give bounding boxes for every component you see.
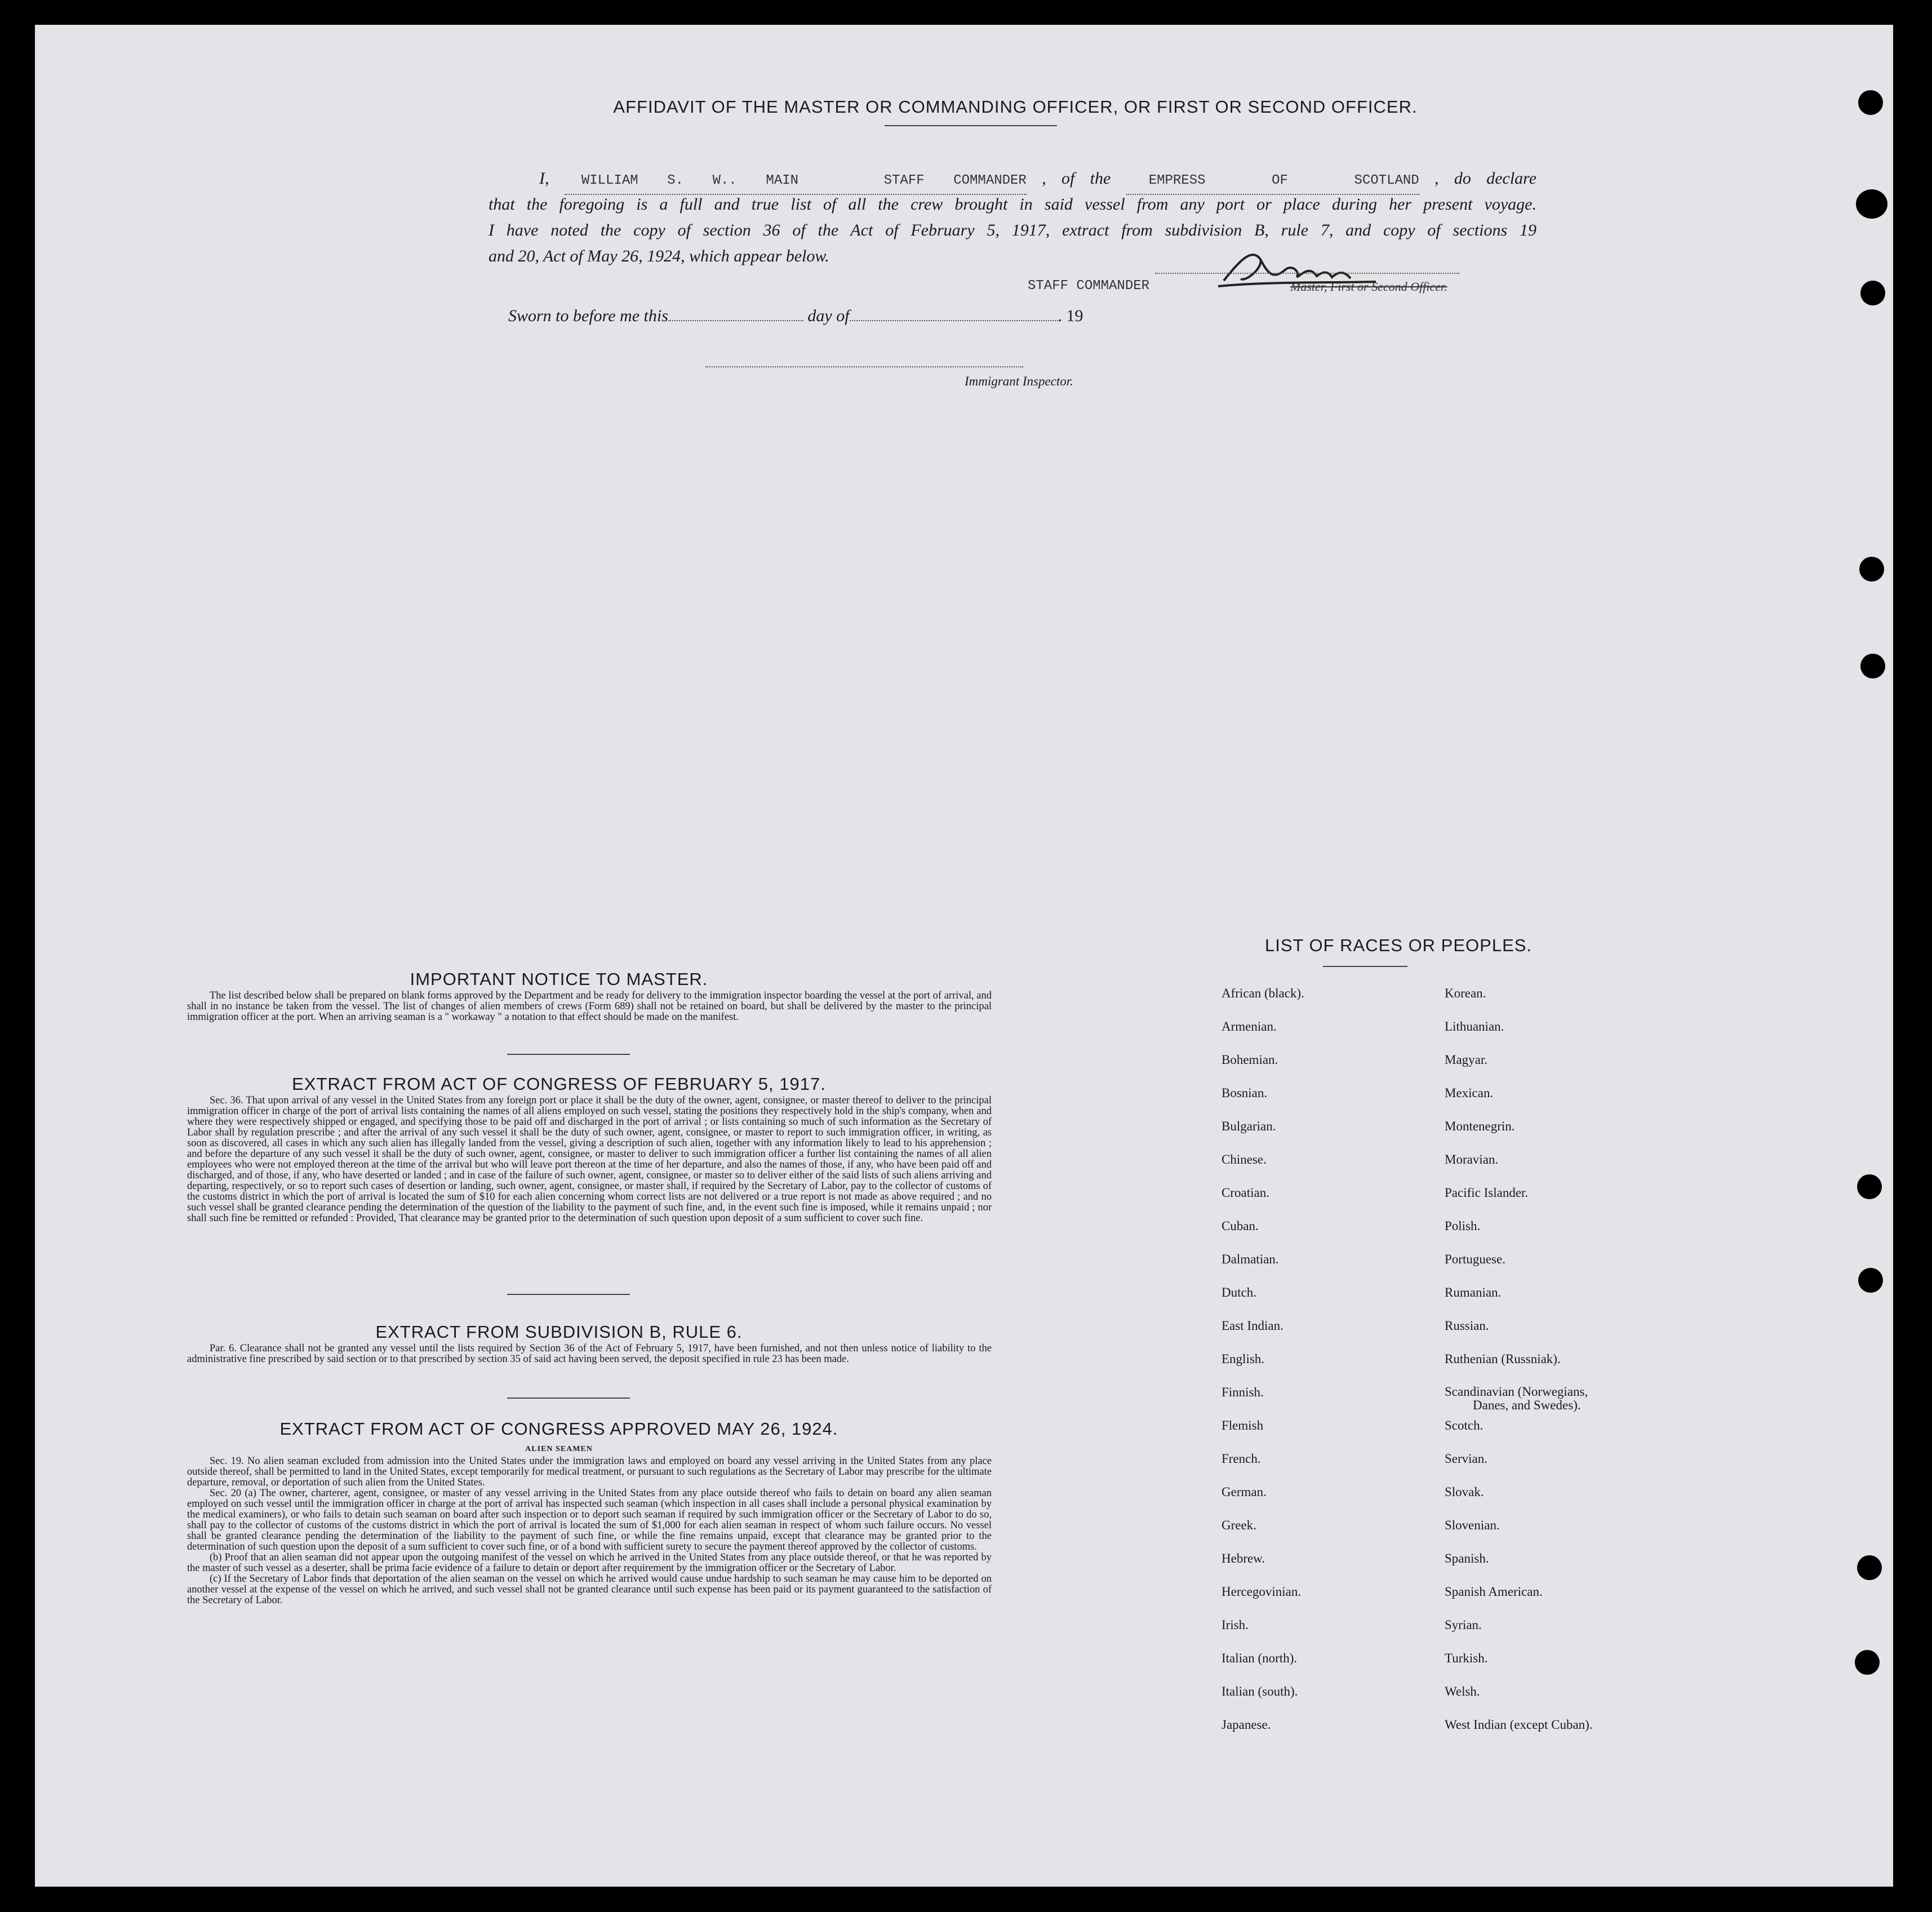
sworn-day-blank[interactable] [668, 320, 803, 321]
race-item: English. [1222, 1352, 1265, 1366]
extract-1917-text [187, 1095, 992, 1224]
race-item: Bohemian. [1222, 1053, 1278, 1067]
race-item: Flemish [1222, 1418, 1264, 1432]
notice-title: IMPORTANT NOTICE TO MASTER. [410, 969, 708, 989]
punch-hole [1860, 654, 1885, 678]
sworn-month-blank[interactable] [850, 320, 1058, 321]
races-title: LIST OF RACES OR PEOPLES. [1264, 935, 1533, 955]
race-item: Slovenian. [1445, 1518, 1500, 1532]
race-item: Lithuanian. [1445, 1019, 1504, 1033]
race-item: Montenegrin. [1445, 1119, 1515, 1133]
declaration-line-3: I have noted the copy of section 36 of the Act of February 5, 1917, extract from subdivision B, rule 7, and copy of sections 19 [488, 221, 1536, 239]
notice-text [187, 991, 992, 1023]
race-item: Slovak. [1445, 1485, 1484, 1499]
typed-signer-rank: STAFF COMMANDER [1028, 278, 1150, 294]
declaration-line-1 [488, 166, 1536, 195]
race-item: Pacific Islander. [1445, 1186, 1529, 1200]
race-item: Bosnian. [1222, 1086, 1268, 1100]
typed-name: WILLIAM S. W.. MAIN [581, 173, 799, 188]
signer-caption: Master, First or Second Officer. [1290, 280, 1447, 294]
do-declare-text: , do declare [1434, 169, 1537, 188]
race-item: Bulgarian. [1222, 1119, 1276, 1133]
inspector-caption: Immigrant Inspector. [965, 374, 1073, 388]
extract-1924-title: EXTRACT FROM ACT OF CONGRESS APPROVED MAY 26, 1924. [279, 1419, 838, 1439]
race-item: Croatian. [1222, 1186, 1269, 1200]
inspector-signature-line [705, 366, 1023, 367]
notice-divider [507, 1054, 630, 1055]
race-item: Welsh. [1445, 1684, 1480, 1698]
race-item-line: Scandinavian (Norwegians, [1445, 1385, 1588, 1399]
signature [1207, 237, 1393, 304]
race-item: Armenian. [1222, 1019, 1277, 1033]
race-item: Irish. [1222, 1618, 1249, 1632]
signature-line [1155, 273, 1459, 274]
race-item: Dalmatian. [1222, 1252, 1279, 1266]
race-item: Mexican. [1445, 1086, 1494, 1100]
race-item: Italian (north). [1222, 1651, 1298, 1665]
form-page [35, 25, 1893, 1887]
race-item [1445, 1385, 1681, 1418]
race-item: Korean. [1445, 986, 1486, 1000]
races-column-2 [1445, 986, 1681, 1751]
affidavit-title: AFFIDAVIT OF THE MASTER OR COMMANDING OFFICER, OR FIRST OR SECOND OFFICER. [613, 97, 1418, 117]
notice-paragraph: The list described below shall be prepared on blank forms approved by the Department and be ready for delivery to the immigration inspector boarding the vessel at the port of arrival, and shall in no instance be taken from the vessel. The list of changes of alien members of crews (Form 689) shall not be retained on board, but shall be delivered by the master to the principal immigration officer at the port. When an arriving seaman is a " workaway " a notation to that effect should be made on the manifest. [187, 990, 992, 1023]
extract-1917-divider [507, 1294, 630, 1295]
race-item-continuation: Danes, and Swedes). [1473, 1398, 1581, 1412]
par-6-paragraph: Par. 6. Clearance shall not be granted any vessel until the lists required by Section 36 of the Act of February 5, 1917, have been furnished, and not then unless notice of liability to the administrative fine prescribed by said section or to that prescribed by section 35 of said act having been served, the deposit specified in rule 23 has been made. [187, 1343, 992, 1365]
section-19-paragraph: Sec. 19. No alien seaman excluded from admission into the United States under the immigration laws and employed on board any vessel arriving in the United States from any place outside thereof, shall be permitted to land in the United States, except temporarily for medical treatment, or pursuant to such regulations as the Secretary of Labor may prescribe for the ultimate departure, removal, or deportation of such alien from the United States. [187, 1456, 992, 1488]
alien-seamen-subtitle: ALIEN SEAMEN [525, 1445, 593, 1453]
race-item: German. [1222, 1485, 1267, 1499]
punch-hole [1855, 1650, 1880, 1675]
race-item: Syrian. [1445, 1618, 1482, 1632]
typed-rank: STAFF COMMANDER [883, 173, 1027, 188]
race-item: African (black). [1222, 986, 1304, 1000]
extract-1924-text [187, 1456, 992, 1606]
race-item: Spanish. [1445, 1551, 1489, 1565]
typed-name-and-rank [565, 168, 1027, 195]
of-the-text: , of the [1042, 169, 1111, 188]
race-item: Moravian. [1445, 1152, 1499, 1166]
race-item: Finnish. [1222, 1385, 1264, 1399]
punch-hole [1857, 1555, 1882, 1580]
race-item: Magyar. [1445, 1053, 1488, 1067]
race-item: Italian (south). [1222, 1684, 1298, 1698]
sworn-prefix: Sworn to before me this [508, 307, 668, 325]
punch-hole [1859, 557, 1884, 582]
race-item: Scotch. [1445, 1418, 1484, 1432]
race-item: Dutch. [1222, 1285, 1256, 1299]
race-item: Rumanian. [1445, 1285, 1502, 1299]
race-item: Spanish American. [1445, 1585, 1543, 1599]
races-column-1 [1222, 986, 1424, 1751]
race-item: French. [1222, 1452, 1261, 1466]
race-item: Hercegovinian. [1222, 1585, 1302, 1599]
race-item: Ruthenian (Russniak). [1445, 1352, 1561, 1366]
section-36-paragraph: Sec. 36. That upon arrival of any vessel in the United States from any foreign port or place it shall be the duty of the owner, agent, consignee, or master thereof to deliver to the principal immigration officer in charge of the port of arrival lists containing the names of all aliens employed on such vessel, stating the positions they respectively hold in the ship's company, when and where they were respectively shipped or engaged, and specifying those to be paid off and discharged in the port of arrival ; or lists containing so much of such information as the Secretary of Labor shall by regulation prescribe ; and after the arrival of any such vessel it shall be the duty of such owner, agent, consignee, or master to report to such immigration officer, in writing, as soon as discovered, all cases in which any such alien has illegally landed from the vessel, giving a description of such alien, together with any information likely to lead to his apprehension ; and before the departure of any such vessel it shall be the duty of such owner, agent, consignee, or master to deliver to such immigration officer a further list containing the names of all alien employees who were not employed thereon at the time of the arrival but who will leave port thereon at the time of her departure, and also the names of those, if any, who have been paid off and discharged, and of those, if any, who have deserted or landed ; and in case of the failure of such owner, agent, consignee, or master so to deliver either of the said lists of such aliens arriving and departing, respectively, or so to report such cases of desertion or landing, such owner, agent, consignee, or master shall, if required by the Secretary of Labor, pay to the collector of customs of the customs district in which the port of arrival is located the sum of $10 for each alien concerning whom correct lists are not delivered or a true report is not made as above required ; and no such vessel shall be granted clearance pending the determination of the question of the liability to the payment of such fine, and, in the event such fine is imposed, while it remains unpaid ; nor shall such fine be remitted or refunded : Provided, That clearance may be granted prior to the determination of such question upon deposit of a sum sufficient to cover such fine. [187, 1095, 992, 1224]
declaration-line-4: and 20, Act of May 26, 1924, which appear below. [488, 247, 829, 265]
race-item: Hebrew. [1222, 1551, 1265, 1565]
declaration-line-2: that the foregoing is a full and true list of all the crew brought in said vessel from any port or place during her present voyage. [488, 195, 1536, 214]
sworn-year: . 19 [1058, 307, 1083, 325]
extract-rule-title: EXTRACT FROM SUBDIVISION B, RULE 6. [375, 1322, 743, 1342]
race-item: Greek. [1222, 1518, 1256, 1532]
race-item: Portuguese. [1445, 1252, 1505, 1266]
section-20b-paragraph: (b) Proof that an alien seaman did not appear upon the outgoing manifest of the vessel on which he arrived in the United States from any place outside thereof, or that he was reported by the master of such vessel as a deserter, shall be prima facie evidence of a failure to detain or deport after requirement by the immigration officer or the Secretary of Labor. [187, 1552, 992, 1574]
sworn-line [508, 307, 1083, 326]
races-divider [1323, 966, 1407, 967]
punch-hole [1858, 1268, 1883, 1293]
punch-hole [1860, 281, 1885, 305]
race-item: Servian. [1445, 1452, 1488, 1466]
race-item: Polish. [1445, 1219, 1481, 1233]
race-item: East Indian. [1222, 1319, 1283, 1333]
race-item: Cuban. [1222, 1219, 1259, 1233]
extract-rule-divider [507, 1398, 630, 1399]
punch-hole [1856, 189, 1887, 219]
race-item: Japanese. [1222, 1718, 1271, 1732]
section-20c-paragraph: (c) If the Secretary of Labor finds that deportation of the alien seaman on the vessel on which he arrived would cause undue hardship to such seaman he may cause him to be deported on another vessel at the expense of the vessel on which he arrived, and such vessel shall not be granted clearance until such expense has been paid or its payment guaranteed to the satisfaction of the Secretary of Labor. [187, 1573, 992, 1606]
title-divider [885, 125, 1057, 126]
extract-1917-title: EXTRACT FROM ACT OF CONGRESS OF FEBRUARY 5, 1917. [292, 1074, 826, 1094]
race-item: Russian. [1445, 1319, 1489, 1333]
section-20a-paragraph: Sec. 20 (a) The owner, charterer, agent, consignee, or master of any vessel arriving in the United States from any place outside thereof who fails to detain on board any alien seaman employed on such vessel until the immigration officer in charge at the port of arrival has inspected such seaman (which inspection in all cases shall include a personal physical examination by the medical examiners), or who fails to detain such seaman on board after such inspection or to deport such seaman if required by such immigration officer or the Secretary of Labor to do so, shall pay to the collector of customs of the customs district in which the port of arrival is located the sum of $1,000 for each alien seaman in respect of whom such failure occurs. No vessel shall be granted clearance pending the determination of the liability to the payment of such fine, or while the fine remains unpaid, except that clearance may be granted prior to the determination of such question upon the deposit of a sum sufficient to cover such fine, or of a bond with sufficient surety to secure the payment thereof approved by the collector of customs. [187, 1488, 992, 1552]
sworn-day-text: day of [807, 307, 850, 325]
race-item: West Indian (except Cuban). [1445, 1718, 1593, 1732]
punch-hole [1858, 90, 1883, 115]
declaration-prefix: I, [539, 169, 549, 188]
punch-hole [1857, 1174, 1882, 1199]
race-item: Chinese. [1222, 1152, 1267, 1166]
race-item: Turkish. [1445, 1651, 1488, 1665]
extract-rule-text [187, 1343, 992, 1365]
typed-vessel: EMPRESS OF SCOTLAND [1126, 168, 1419, 195]
